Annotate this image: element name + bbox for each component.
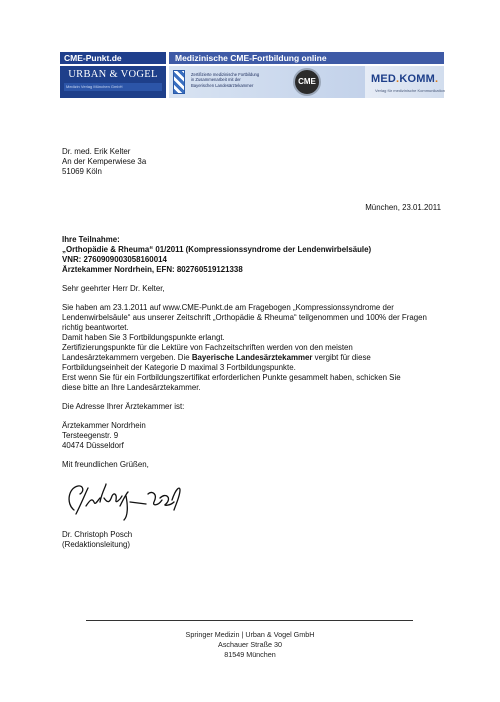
body-line: Erst wenn Sie für ein Fortbildungszertifikat erforderlichen Punkte gesammelt haben, schicken Sie xyxy=(62,373,401,382)
letter-date: München, 23.01.2011 xyxy=(365,203,441,212)
footer-divider xyxy=(86,620,413,621)
closing: Mit freundlichen Grüßen, xyxy=(62,460,149,469)
signer-role: (Redaktionsleitung) xyxy=(62,540,130,549)
footer-city: 81549 München xyxy=(224,650,276,659)
recipient-street: An der Kemperwiese 3a xyxy=(62,157,147,166)
subject-heading: Ihre Teilnahme: xyxy=(62,235,120,244)
subject-vnr: VNR: 2760909003058160014 xyxy=(62,255,167,264)
chamber-name: Ärztekammer Nordrhein xyxy=(62,421,146,430)
header-top-bar xyxy=(60,52,444,64)
cme-seal-icon: CME xyxy=(293,68,321,96)
bavarian-chamber-logo xyxy=(169,66,365,98)
header-logo-row xyxy=(60,66,444,98)
medkomm-subtitle: Verlag für medizinische Kommunikation xyxy=(375,88,446,93)
header-banner xyxy=(60,52,444,98)
footer-company: Springer Medizin | Urban & Vogel GmbH xyxy=(185,630,315,639)
urban-vogel-logo xyxy=(60,66,166,98)
urban-vogel-subtitle: Medizin Verlag München GmbH xyxy=(64,83,162,91)
chamber-city: 40474 Düsseldorf xyxy=(62,441,124,450)
recipient-name: Dr. med. Erik Kelter xyxy=(62,147,131,156)
subject-course: „Orthopädie & Rheuma“ 01/2011 (Kompressionssyndrome der Lendenwirbelsäule) xyxy=(62,245,372,254)
medkomm-title: MED.KOMM. xyxy=(371,73,439,85)
cme-fortbildung-label: Medizinische CME-Fortbildung online xyxy=(169,52,444,64)
chamber-street: Tersteegenstr. 9 xyxy=(62,431,119,440)
urban-vogel-title: URBAN & VOGEL xyxy=(68,69,158,80)
bavarian-flag-icon xyxy=(173,70,185,94)
body-line: Sie haben am 23.1.2011 auf www.CME-Punkt.de am Fragebogen „Kompressionssyndrome der xyxy=(62,303,394,312)
medkomm-logo xyxy=(365,66,444,98)
chamber-intro: Die Adresse Ihrer Ärztekammer ist: xyxy=(62,402,185,411)
body-line: Fortbildungseinheit der Kategorie D maximal 3 Fortbildungspunkte. xyxy=(62,363,296,372)
body-line: Landesärztekammern vergeben. Die Bayerische Landesärztekammer vergibt für diese xyxy=(62,353,371,362)
body-line: richtig beantwortet. xyxy=(62,323,129,332)
subject-efn: Ärztekammer Nordrhein, EFN: 802760519121338 xyxy=(62,265,243,274)
bavarian-chamber-text: Zertifizierte medizinische Fortbildung in Zusammenarbeit mit der Bayerischen Landesärztekammer xyxy=(191,72,260,88)
bavarian-chamber-mention: Bayerische Landesärztekammer xyxy=(191,353,313,362)
cme-punkt-label: CME-Punkt.de xyxy=(60,52,166,64)
footer-street: Aschauer Straße 30 xyxy=(218,640,282,649)
signer-name: Dr. Christoph Posch xyxy=(62,530,133,539)
recipient-city: 51069 Köln xyxy=(62,167,102,176)
handwritten-signature xyxy=(62,480,192,522)
salutation: Sehr geehrter Herr Dr. Kelter, xyxy=(62,284,165,293)
body-line: diese bitte an Ihre Landesärztekammer. xyxy=(62,383,201,392)
body-line: Damit haben Sie 3 Fortbildungspunkte erlangt. xyxy=(62,333,225,342)
body-line: Zertifizierungspunkte für die Lektüre von Fachzeitschriften werden von den meisten xyxy=(62,343,353,352)
body-line: Lendenwirbelsäule“ aus unserer Zeitschrift „Orthopädie & Rheuma“ teilgenommen und 100% der Fragen xyxy=(62,313,427,322)
